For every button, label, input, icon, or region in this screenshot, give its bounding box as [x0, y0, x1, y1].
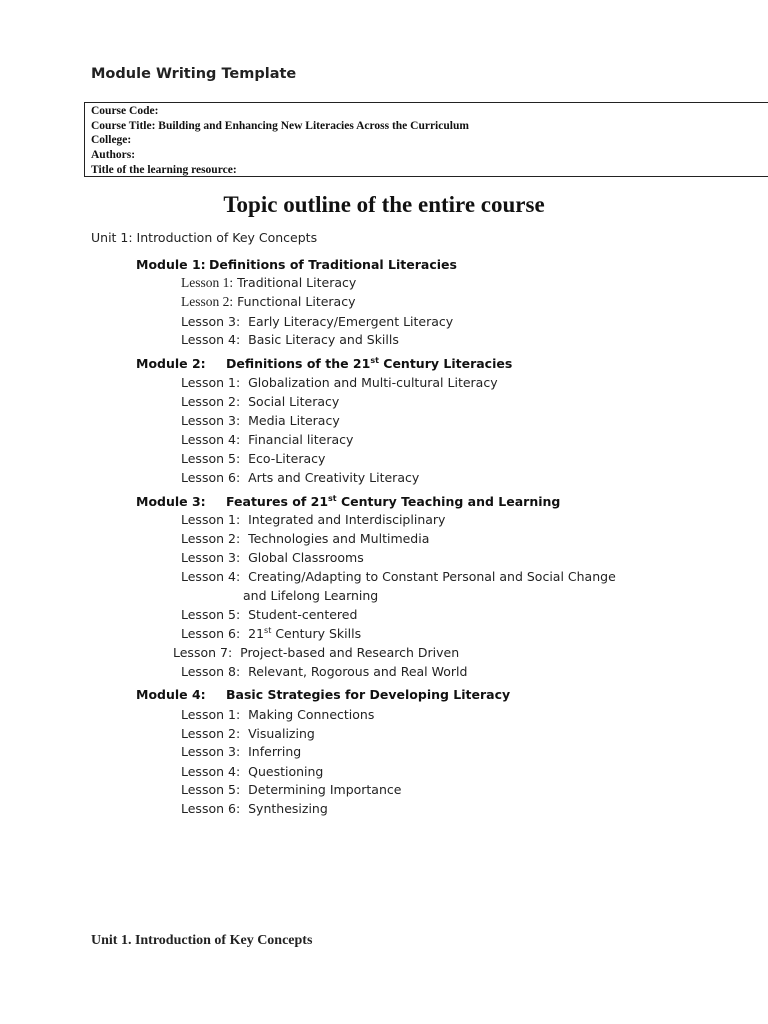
list-item — [181, 607, 357, 622]
list-item — [181, 764, 323, 779]
lesson-number: Lesson 3: — [181, 550, 241, 565]
list-item — [181, 744, 301, 759]
lesson-number: Lesson 4: — [181, 569, 241, 584]
lesson-number: Lesson 4: — [181, 764, 241, 779]
list-item — [181, 531, 429, 546]
lesson-title: Social Literacy — [248, 394, 340, 409]
list-item — [181, 375, 498, 390]
lesson-title: Creating/Adapting to Constant Personal and Social Change — [248, 569, 616, 584]
list-item — [181, 294, 355, 310]
module-3-heading — [136, 494, 561, 509]
list-item — [181, 394, 339, 409]
lesson-number: Lesson 8: — [181, 664, 241, 679]
lesson-number: Lesson 5: — [181, 782, 241, 797]
list-item — [181, 707, 374, 722]
lesson-title: Determining Importance — [248, 782, 402, 797]
lesson-title: Visualizing — [248, 726, 315, 741]
lesson-number: Lesson 5: — [181, 451, 241, 466]
list-item — [181, 782, 401, 797]
lesson-number: Lesson 3: — [181, 744, 241, 759]
list-item — [181, 470, 419, 485]
list-item — [181, 432, 353, 447]
course-code-line: Course Code: — [91, 105, 159, 117]
lesson-number: Lesson 7: — [173, 645, 233, 660]
list-item — [181, 413, 340, 428]
list-item — [181, 332, 399, 347]
lesson-number: Lesson 2: — [181, 531, 241, 546]
list-item — [181, 314, 453, 329]
lesson-number: Lesson 1: — [181, 375, 241, 390]
module-title: Definitions of the 21st Century Literacies — [226, 356, 513, 371]
section-heading: Unit 1. Introduction of Key Concepts — [91, 933, 313, 948]
lesson-title: Global Classrooms — [248, 550, 364, 565]
lesson-title: Early Literacy/Emergent Literacy — [248, 314, 454, 329]
lesson-title: Eco-Literacy — [248, 451, 326, 466]
list-item — [181, 569, 616, 584]
module-title: Definitions of Traditional Literacies — [209, 257, 457, 272]
lesson-title: Financial literacy — [248, 432, 354, 447]
module-label: Module 4: — [136, 687, 206, 702]
module-title: Features of 21st Century Teaching and Learning — [226, 494, 561, 509]
lesson-title: Basic Literacy and Skills — [248, 332, 399, 347]
lesson-number: Lesson 6: — [181, 801, 241, 816]
lesson-title: Synthesizing — [248, 801, 328, 816]
module-label: Module 1: — [136, 257, 206, 272]
list-item — [181, 275, 356, 291]
list-item — [181, 801, 328, 816]
lesson-title: Questioning — [248, 764, 324, 779]
lesson-title: 21st Century Skills — [248, 626, 362, 641]
lesson-title: Making Connections — [248, 707, 375, 722]
unit-heading: Unit 1: Introduction of Key Concepts — [91, 230, 318, 245]
list-item — [181, 550, 364, 565]
list-item — [173, 645, 459, 660]
lesson-title: Technologies and Multimedia — [248, 531, 430, 546]
lesson-number: Lesson 6: — [181, 626, 241, 641]
document-heading: Module Writing Template — [91, 66, 297, 82]
lesson-number: Lesson 2: — [181, 726, 241, 741]
lesson-number: Lesson 4: — [181, 332, 241, 347]
outline-title: Topic outline of the entire course — [223, 192, 545, 217]
list-item — [181, 626, 361, 641]
lesson-number: Lesson 2: — [181, 294, 234, 309]
module-title: Basic Strategies for Developing Literacy — [226, 687, 511, 702]
lesson-number: Lesson 3: — [181, 314, 241, 329]
list-item — [181, 451, 325, 466]
lesson-title: Traditional Literacy — [237, 275, 357, 290]
lesson-number: Lesson 5: — [181, 607, 241, 622]
module-label: Module 3: — [136, 494, 206, 509]
lesson-number: Lesson 6: — [181, 470, 241, 485]
list-item — [181, 726, 315, 741]
module-label: Module 2: — [136, 356, 206, 371]
college-line: College: — [91, 134, 132, 147]
module-4-heading — [136, 687, 511, 702]
lesson-number: Lesson 1: — [181, 275, 234, 290]
lesson-title: Inferring — [248, 744, 302, 759]
lesson-title: Functional Literacy — [237, 294, 356, 309]
list-item — [181, 664, 467, 679]
authors-line: Authors: — [91, 149, 136, 162]
lesson-title: Media Literacy — [248, 413, 340, 428]
course-info-box — [84, 102, 768, 177]
lesson-title: Relevant, Rogorous and Real World — [248, 664, 468, 679]
lesson-title: Arts and Creativity Literacy — [248, 470, 420, 485]
lesson-number: Lesson 3: — [181, 413, 241, 428]
lesson-title-continuation: and Lifelong Learning — [243, 588, 379, 603]
lesson-title: Project-based and Research Driven — [240, 645, 460, 660]
module-2-heading — [136, 356, 513, 371]
list-item — [181, 512, 445, 527]
lesson-number: Lesson 2: — [181, 394, 241, 409]
resource-title-line: Title of the learning resource: — [91, 163, 237, 176]
course-title-line: Course Title: Building and Enhancing New Literacies Across the Curriculum — [91, 119, 469, 132]
lesson-number: Lesson 1: — [181, 707, 241, 722]
lesson-number: Lesson 1: — [181, 512, 241, 527]
lesson-title: Integrated and Interdisciplinary — [248, 512, 446, 527]
lesson-title: Student-centered — [248, 607, 358, 622]
lesson-number: Lesson 4: — [181, 432, 241, 447]
module-1-heading — [136, 257, 457, 272]
lesson-title: Globalization and Multi-cultural Literacy — [248, 375, 498, 390]
